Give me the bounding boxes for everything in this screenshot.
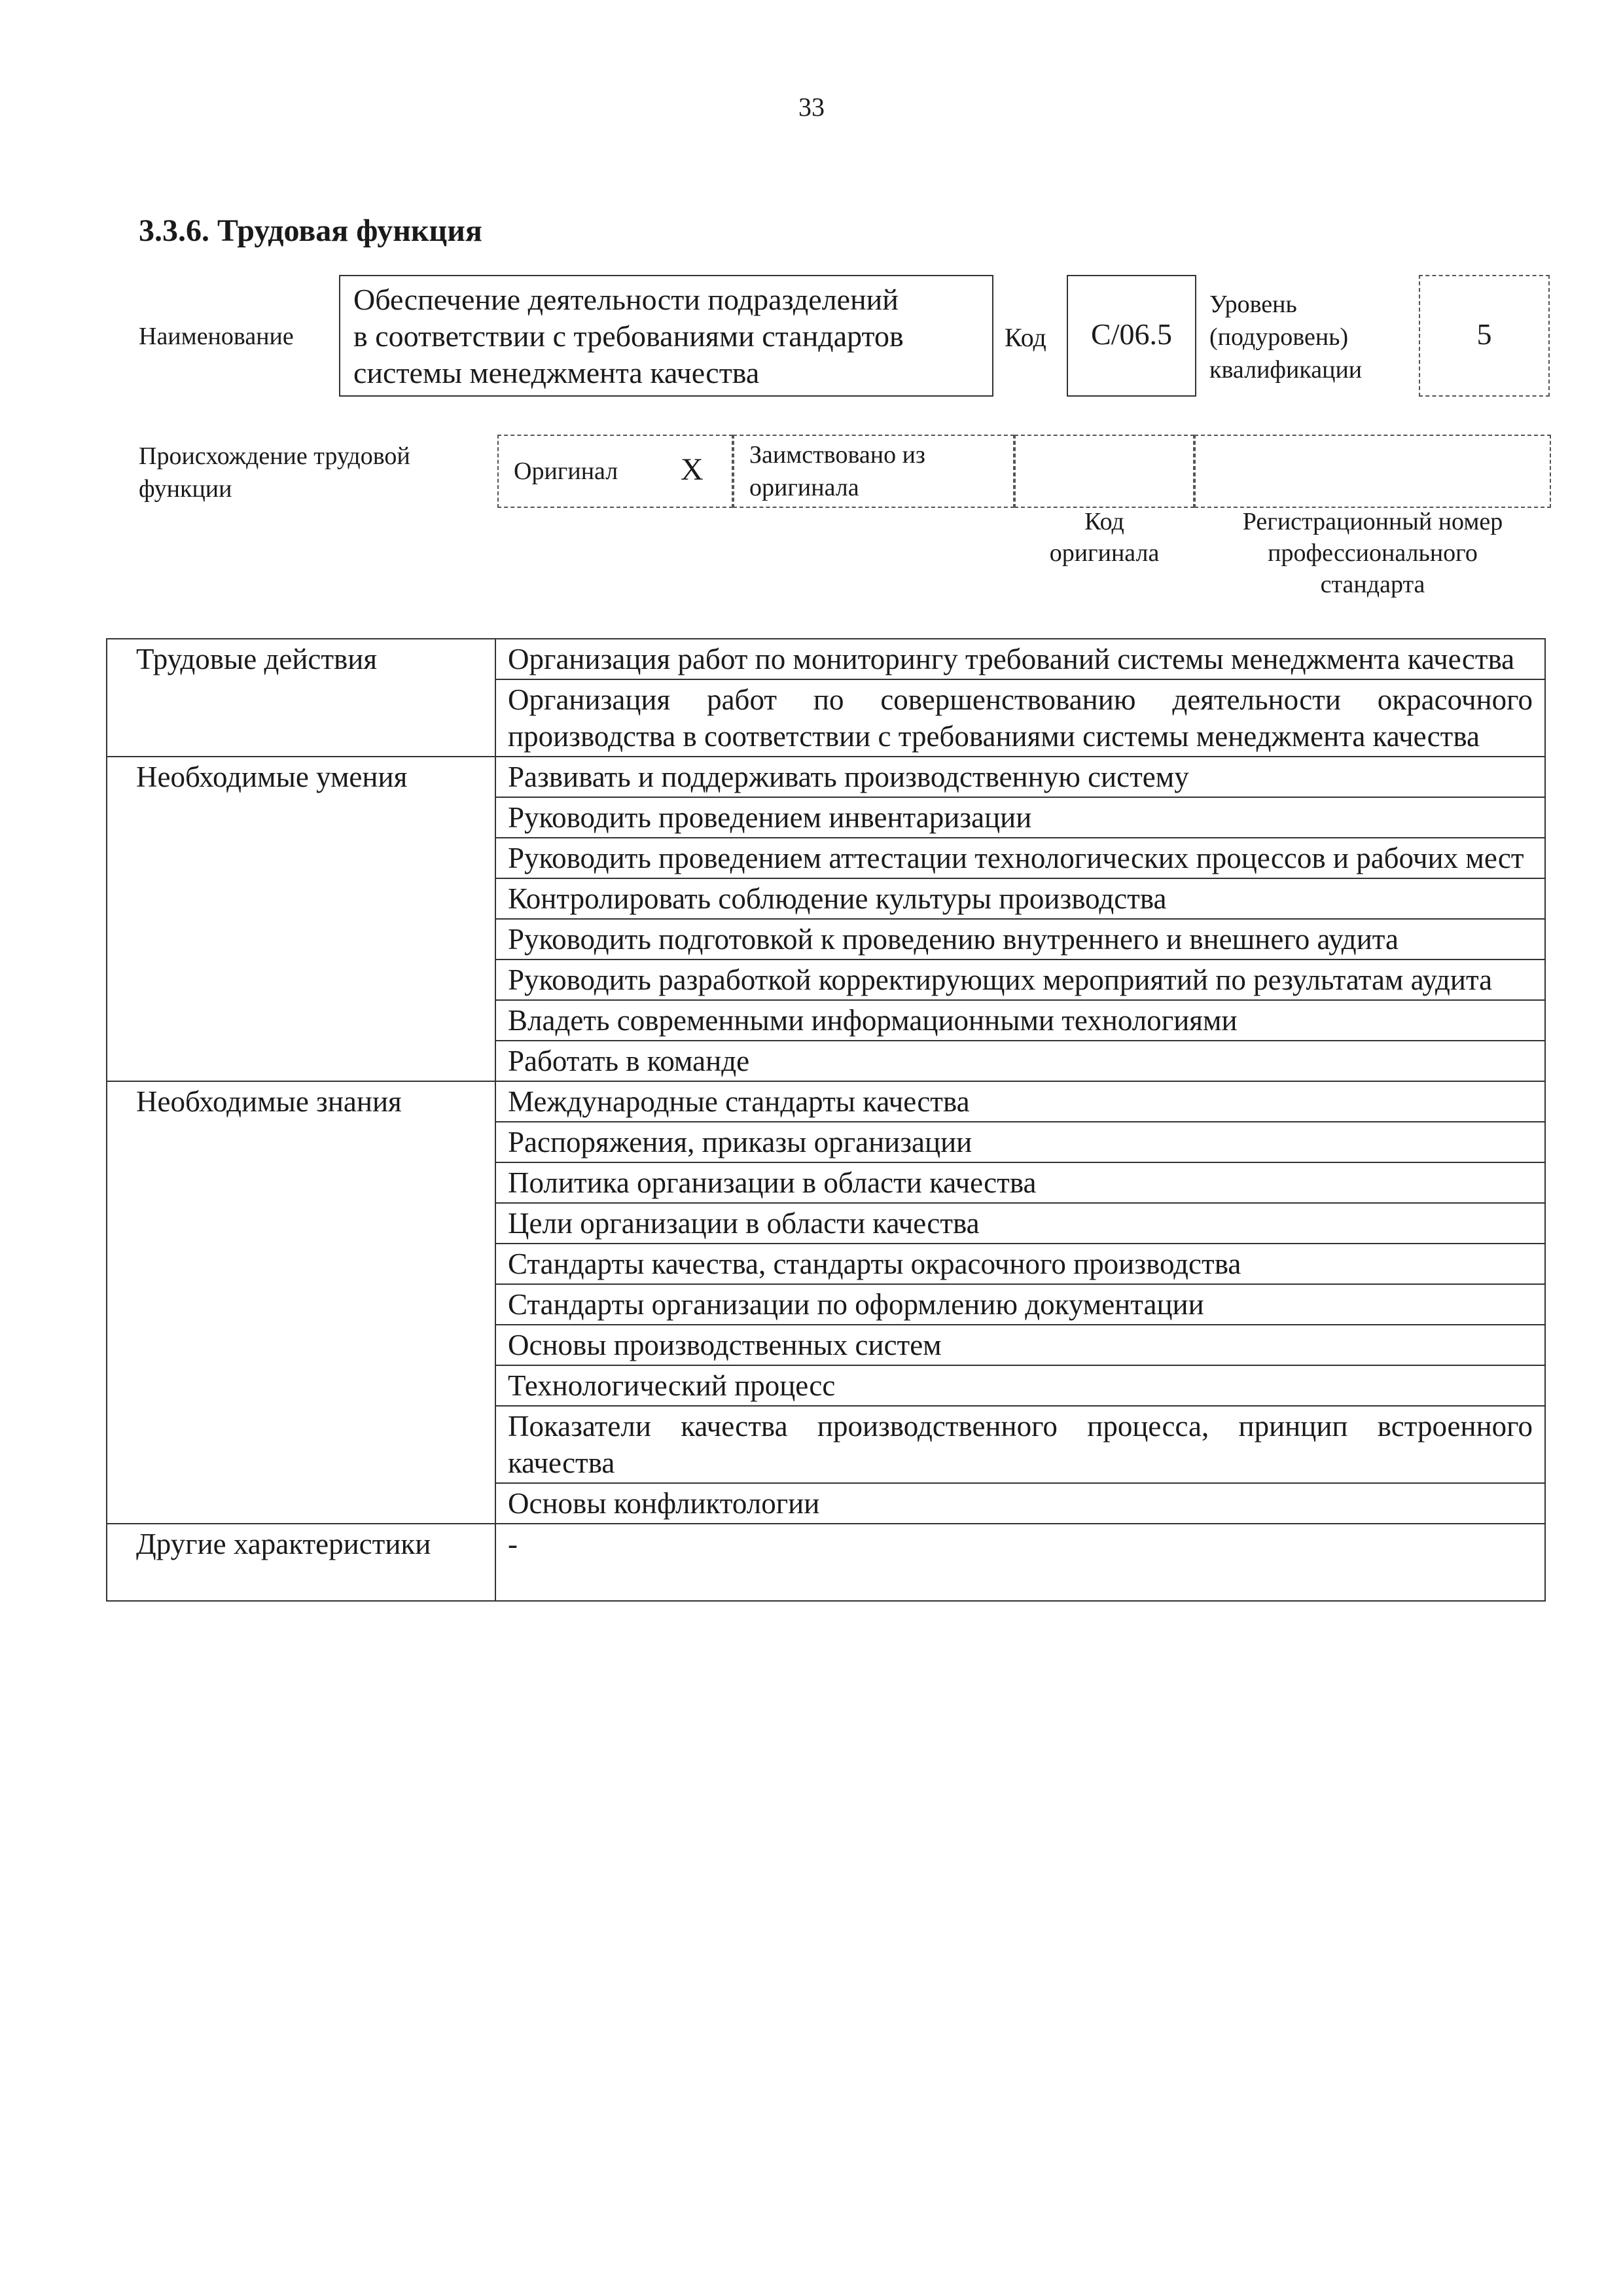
caption-line: Регистрационный номер [1242, 508, 1503, 535]
table-row [107, 1081, 1545, 1122]
category-required-knowledge: Необходимые знания [107, 1081, 495, 1524]
origin-label [139, 440, 479, 505]
table-cell: - [495, 1524, 1545, 1601]
category-required-skills: Необходимые умения [107, 757, 495, 1081]
table-cell: Стандарты организации по оформлению документации [495, 1284, 1545, 1325]
borrowed-label-line: Заимствовано из [749, 441, 925, 469]
table-cell: Развивать и поддерживать производственную систему [495, 757, 1545, 797]
table-row [107, 1524, 1545, 1601]
code-label: Код [1005, 323, 1046, 352]
table-row [107, 639, 1545, 679]
table-cell: Организация работ по мониторингу требований системы менеджмента качества [495, 639, 1545, 679]
code-value: C/06.5 [1067, 275, 1196, 397]
function-name-line: Обеспечение деятельности подразделений [353, 283, 899, 316]
level-label-line: (подуровень) [1209, 323, 1349, 351]
function-name-line: системы менеджмента качества [353, 356, 760, 389]
origin-label-line: Происхождение трудовой [139, 442, 410, 470]
caption-line: Код [1084, 508, 1124, 535]
original-label: Оригинал [514, 457, 618, 485]
registration-number-caption [1194, 506, 1551, 600]
function-name-line: в соответствии с требованиями стандартов [353, 319, 904, 353]
category-other-characteristics: Другие характеристики [107, 1524, 495, 1601]
qualification-level-value: 5 [1419, 275, 1550, 397]
registration-number-cell [1194, 435, 1551, 508]
table-cell: Работать в команде [495, 1041, 1545, 1081]
level-label-line: Уровень [1209, 291, 1297, 318]
original-code-cell [1014, 435, 1194, 508]
table-cell: Основы производственных систем [495, 1325, 1545, 1365]
table-cell: Международные стандарты качества [495, 1081, 1545, 1122]
table-row [107, 757, 1545, 797]
table-cell: Основы конфликтологии [495, 1483, 1545, 1524]
function-name-box [339, 275, 993, 397]
table-cell: Руководить разработкой корректирующих мероприятий по результатам аудита [495, 960, 1545, 1000]
origin-label-line: функции [139, 475, 232, 503]
table-cell: Владеть современными информационными технологиями [495, 1000, 1545, 1041]
table-cell: Цели организации в области качества [495, 1203, 1545, 1244]
caption-line: оригинала [1049, 539, 1160, 567]
original-mark: X [681, 452, 704, 487]
level-label-line: квалификации [1209, 356, 1363, 384]
table-cell: Технологический процесс [495, 1365, 1545, 1406]
caption-line: профессионального [1268, 539, 1478, 567]
table-cell: Политика организации в области качества [495, 1162, 1545, 1203]
table-cell: Руководить подготовкой к проведению внутреннего и внешнего аудита [495, 919, 1545, 960]
table-cell: Показатели качества производственного процесса, принцип встроенного качества [495, 1406, 1545, 1483]
section-title: 3.3.6. Трудовая функция [139, 213, 482, 248]
borrowed-label-line: оригинала [749, 474, 859, 501]
borrowed-label [749, 439, 925, 504]
table-cell: Контролировать соблюдение культуры производства [495, 878, 1545, 919]
page-number: 33 [798, 92, 825, 122]
caption-line: стандарта [1320, 571, 1425, 598]
category-labor-actions: Трудовые действия [107, 639, 495, 757]
labor-function-table [106, 638, 1546, 1602]
table-cell: Организация работ по совершенствованию деятельности окрасочного производства в соответствии с требованиями системы менеджмента качества [495, 679, 1545, 757]
table-cell: Стандарты качества, стандарты окрасочного производства [495, 1244, 1545, 1284]
table-cell: Распоряжения, приказы организации [495, 1122, 1545, 1162]
table-cell: Руководить проведением инвентаризации [495, 797, 1545, 838]
table-cell: Руководить проведением аттестации технологических процессов и рабочих мест [495, 838, 1545, 878]
name-label: Наименование [139, 323, 294, 350]
qualification-level-label [1209, 288, 1362, 386]
original-code-caption [1014, 506, 1194, 569]
